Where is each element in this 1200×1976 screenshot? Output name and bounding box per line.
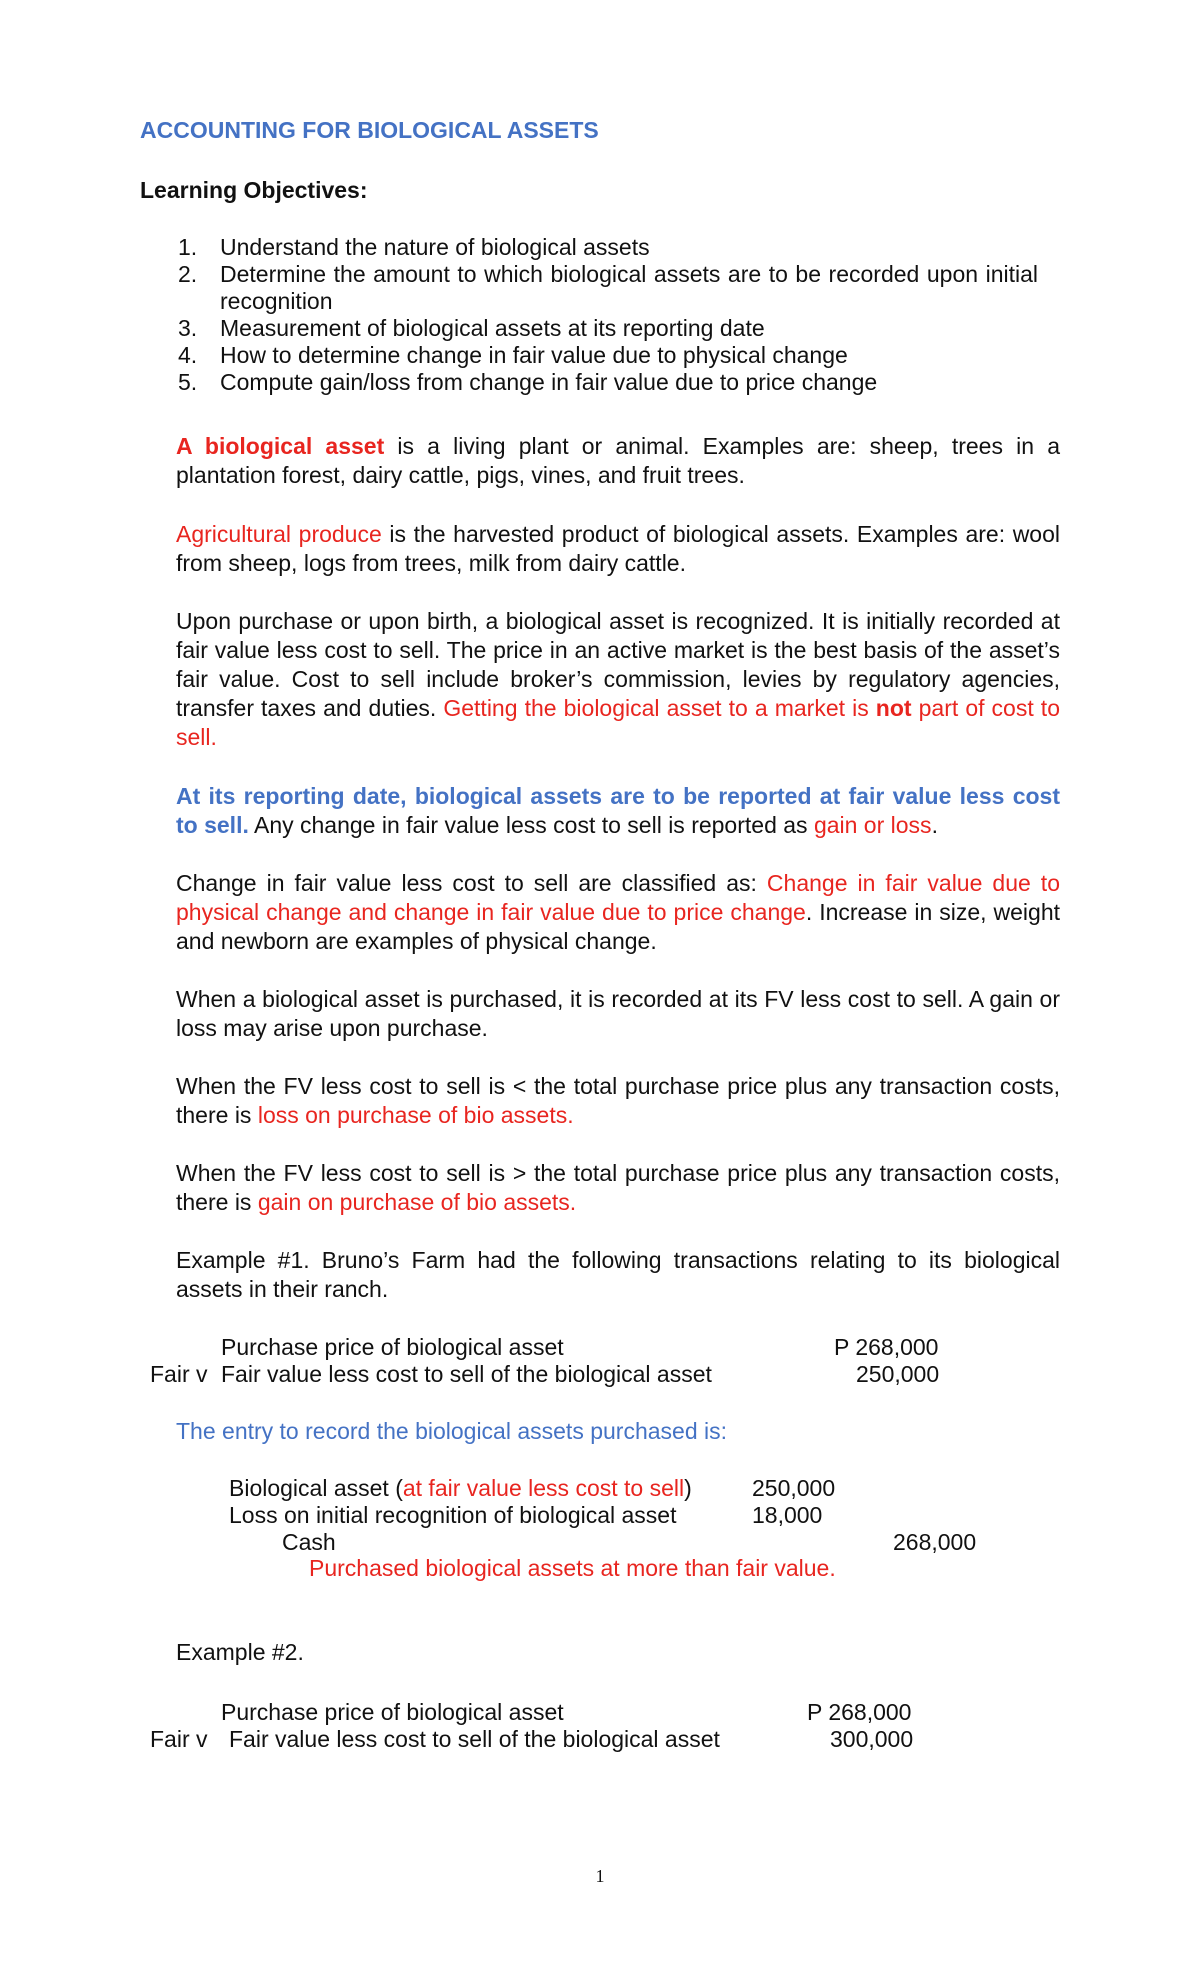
example-2-fair-value-prefix: Fair v xyxy=(150,1726,208,1752)
learning-objectives-heading: Learning Objectives: xyxy=(140,177,368,203)
example-2-fair-value-label: Fair value less cost to sell of the biological asset xyxy=(229,1726,720,1752)
journal-entry-line-cash: Cash xyxy=(282,1529,336,1555)
list-item: 5. Compute gain/loss from change in fair value due to price change xyxy=(178,369,878,395)
example-1-intro: Example #1. Bruno’s Farm had the following transactions relating to its biological assets in their ranch. xyxy=(176,1247,1060,1302)
example-2-fair-value-value: 300,000 xyxy=(830,1726,914,1752)
list-item: 4. How to determine change in fair value due to physical change xyxy=(178,342,848,368)
journal-entry-debit-loss: 18,000 xyxy=(752,1502,823,1528)
journal-entry-debit-biological-asset: 250,000 xyxy=(752,1475,836,1501)
paragraph-initial-recognition: Upon purchase or upon birth, a biological asset is recognized. It is initially recorded at fair value less cost to sell. The price in an active market is the best basis of the asset’s fair value. Cost to sell include broker’s commission, levies by regulatory agencies, transfer taxes and duties. Getting the biological asset to a market is not part of cost to sell. xyxy=(176,608,1060,750)
paragraph-agricultural-produce: Agricultural produce is the harvested product of biological assets. Examples are: wool from sheep, logs from trees, milk from dairy cattle. xyxy=(176,521,1060,576)
example-2-heading: Example #2. xyxy=(176,1639,304,1665)
paragraph-gain-on-purchase: When the FV less cost to sell is > the total purchase price plus any transaction costs, there is gain on purchase of bio assets. xyxy=(176,1160,1060,1215)
example-1-fair-value-label: Fair value less cost to sell of the biological asset xyxy=(221,1361,712,1387)
example-1-purchase-price-value: P 268,000 xyxy=(834,1334,939,1360)
page-number: 1 xyxy=(595,1866,605,1886)
paragraph-purchase-recording: When a biological asset is purchased, it is recorded at its FV less cost to sell. A gain or loss may arise upon purchase. xyxy=(176,986,1060,1041)
paragraph-reporting-date: At its reporting date, biological assets are to be reported at fair value less cost to sell. Any change in fair value less cost to sell is reported as gain or loss. xyxy=(176,783,1060,838)
example-1-fair-value-value: 250,000 xyxy=(856,1361,940,1387)
document-title: ACCOUNTING FOR BIOLOGICAL ASSETS xyxy=(140,117,599,143)
journal-entry-line-loss: Loss on initial recognition of biological asset xyxy=(229,1502,677,1528)
example-2-purchase-price-value: P 268,000 xyxy=(807,1699,912,1725)
list-item: 3. Measurement of biological assets at its reporting date xyxy=(178,315,765,341)
example-1-fair-value-prefix: Fair v xyxy=(150,1361,208,1387)
example-2-purchase-price-label: Purchase price of biological asset xyxy=(221,1699,564,1725)
list-item: 2. Determine the amount to which biological assets are to be recorded upon initial recognition xyxy=(178,261,1038,314)
paragraph-change-classification: Change in fair value less cost to sell are classified as: Change in fair value due to physical change and change in fair value due to price change. Increase in size, weight and newborn are examples of physical change. xyxy=(176,870,1061,954)
journal-entry-credit-cash: 268,000 xyxy=(893,1529,977,1555)
journal-entry-memo: Purchased biological assets at more than fair value. xyxy=(309,1555,836,1581)
paragraph-biological-asset-definition: A biological asset is a living plant or animal. Examples are: sheep, trees in a plantation forest, dairy cattle, pigs, vines, and fruit trees. xyxy=(176,433,1060,488)
list-item: 1. Understand the nature of biological assets xyxy=(178,234,650,260)
journal-entry-heading: The entry to record the biological assets purchased is: xyxy=(176,1418,728,1444)
journal-entry-line-biological-asset: Biological asset (at fair value less cost to sell) xyxy=(229,1475,692,1501)
learning-objectives-list xyxy=(140,234,1060,396)
paragraph-loss-on-purchase: When the FV less cost to sell is < the total purchase price plus any transaction costs, there is loss on purchase of bio assets. xyxy=(176,1073,1060,1128)
example-1-purchase-price-label: Purchase price of biological asset xyxy=(221,1334,564,1360)
